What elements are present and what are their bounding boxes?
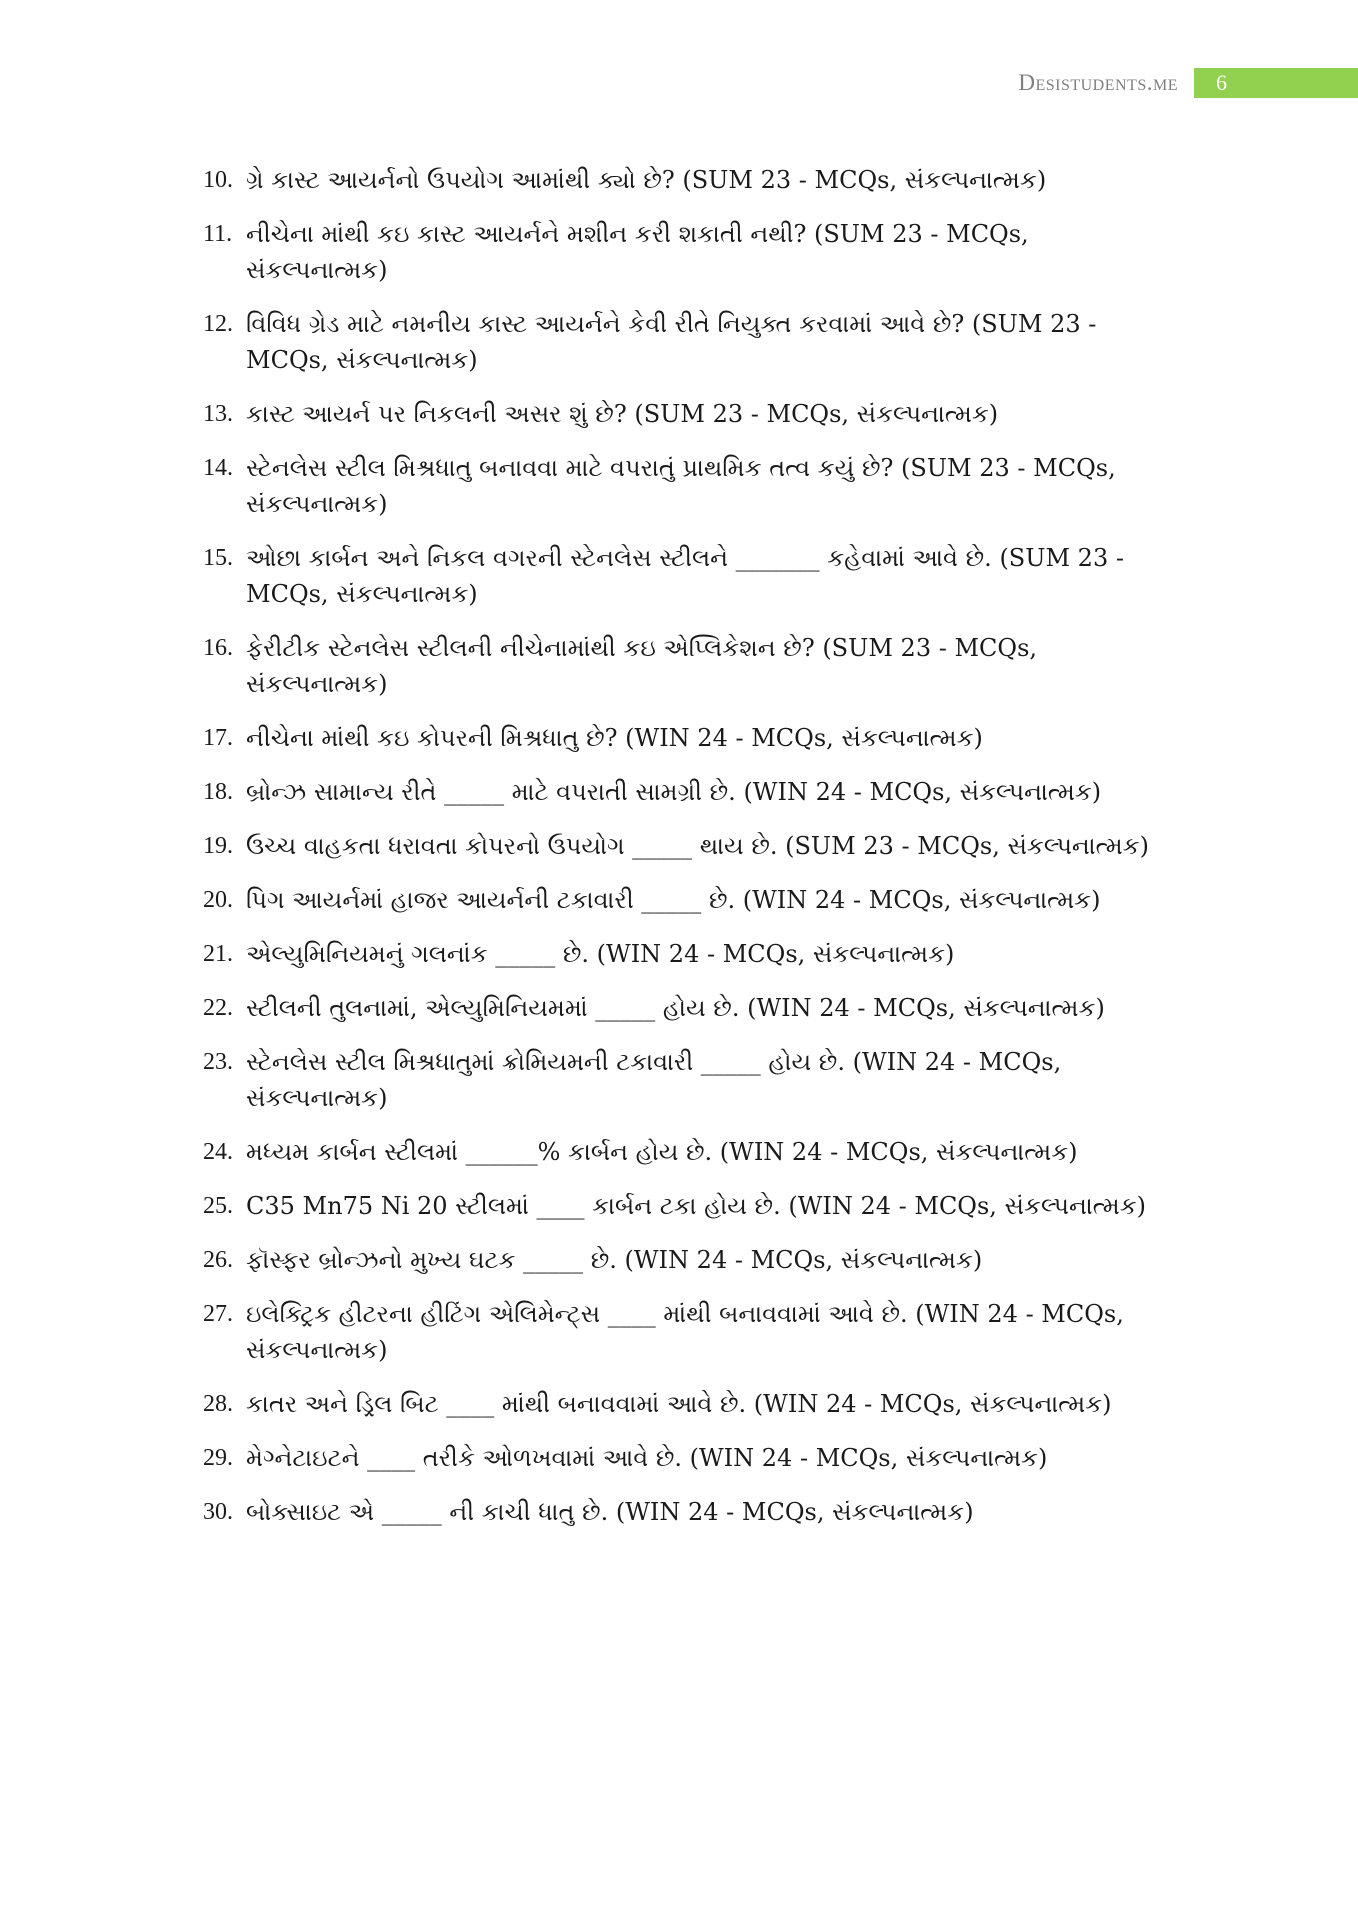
question-item <box>203 1296 1163 1368</box>
question-item <box>203 1242 1163 1278</box>
question-number: 19. <box>203 833 233 859</box>
question-text: C35 Mn75 Ni 20 સ્ટીલમાં ____ કાર્બન ટકા હોય છે. (WIN 24 - MCQs, સંકલ્પનાત્મક) <box>246 1192 1147 1220</box>
question-text: ઓછા કાર્બન અને નિકલ વગરની સ્ટેનલેસ સ્ટીલને _______ કહેવામાં આવે છે. (SUM 23 - MCQs, સંકલ્પનાત્મક) <box>246 544 1124 608</box>
question-list <box>203 162 1163 1548</box>
question-number: 10. <box>203 167 233 193</box>
question-text: ઇલેક્ટ્રિક હીટરના હીટિંગ એલિમેન્ટ્સ ____ માંથી બનાવવામાં આવે છે. (WIN 24 - MCQs, સંકલ્પનાત્મક) <box>246 1300 1124 1364</box>
page-number: 6 <box>1194 68 1358 98</box>
question-number: 23. <box>203 1049 233 1075</box>
question-item <box>203 882 1163 918</box>
question-text: એલ્યુમિનિયમનું ગલનાંક _____ છે. (WIN 24 - MCQs, સંકલ્પનાત્મક) <box>246 940 955 968</box>
question-number: 21. <box>203 941 233 967</box>
question-item <box>203 162 1163 198</box>
question-text: મેગ્નેટાઇટને ____ તરીકે ઓળખવામાં આવે છે. (WIN 24 - MCQs, સંકલ્પનાત્મક) <box>246 1444 1048 1472</box>
question-number: 13. <box>203 401 233 427</box>
question-item <box>203 216 1163 288</box>
question-text: સ્ટેનલેસ સ્ટીલ મિશ્રધાતુમાં ક્રોમિયમની ટકાવારી _____ હોય છે. (WIN 24 - MCQs, સંકલ્પનાત્મક) <box>246 1048 1062 1112</box>
question-item <box>203 1134 1163 1170</box>
question-text: મધ્યમ કાર્બન સ્ટીલમાં ______% કાર્બન હોય છે. (WIN 24 - MCQs, સંકલ્પનાત્મક) <box>246 1138 1078 1166</box>
question-number: 30. <box>203 1499 233 1525</box>
question-text: બોક્સાઇટ એ _____ ની કાચી ધાતુ છે. (WIN 24 - MCQs, સંકલ્પનાત્મક) <box>246 1498 974 1526</box>
question-number: 24. <box>203 1139 233 1165</box>
question-number: 27. <box>203 1301 233 1327</box>
question-number: 12. <box>203 311 233 337</box>
question-item <box>203 1494 1163 1530</box>
question-text: સ્ટેનલેસ સ્ટીલ મિશ્રધાતુ બનાવવા માટે વપરાતું પ્રાથમિક તત્વ કયું છે? (SUM 23 - MCQs, સંકલ્પનાત્મક) <box>246 454 1116 518</box>
page-header <box>1018 68 1358 98</box>
question-text: ફેરીટીક સ્ટેનલેસ સ્ટીલની નીચેનામાંથી કઇ એપ્લિકેશન છે? (SUM 23 - MCQs, સંકલ્પનાત્મક) <box>246 634 1038 698</box>
question-item <box>203 1044 1163 1116</box>
question-text: ઉચ્ચ વાહકતા ધરાવતા કોપરનો ઉપયોગ _____ થાય છે. (SUM 23 - MCQs, સંકલ્પનાત્મક) <box>246 832 1149 860</box>
question-number: 14. <box>203 455 233 481</box>
question-number: 16. <box>203 635 233 661</box>
question-item <box>203 936 1163 972</box>
question-number: 28. <box>203 1391 233 1417</box>
question-text: ફૉસ્ફર બ્રોન્ઝનો મુખ્ય ઘટક _____ છે. (WIN 24 - MCQs, સંકલ્પનાત્મક) <box>246 1246 983 1274</box>
question-number: 17. <box>203 725 233 751</box>
question-text: વિવિધ ગ્રેડ માટે નમનીય કાસ્ટ આયર્નને કેવી રીતે નિયુક્ત કરવામાં આવે છે? (SUM 23 - MCQs, સંકલ્પનાત્મક) <box>246 310 1097 374</box>
question-text: કાસ્ટ આયર્ન પર નિકલની અસર શું છે? (SUM 23 - MCQs, સંકલ્પનાત્મક) <box>246 400 999 428</box>
question-item <box>203 630 1163 702</box>
question-item <box>203 540 1163 612</box>
question-number: 15. <box>203 545 233 571</box>
question-number: 26. <box>203 1247 233 1273</box>
question-item <box>203 990 1163 1026</box>
question-number: 11. <box>203 221 233 247</box>
question-text: ગ્રે કાસ્ટ આયર્નનો ઉપયોગ આમાંથી ક્યો છે? (SUM 23 - MCQs, સંકલ્પનાત્મક) <box>246 166 1047 194</box>
question-item <box>203 828 1163 864</box>
site-name: Desistudents.me <box>1018 70 1178 95</box>
question-text: પિગ આયર્નમાં હાજર આયર્નની ટકાવારી _____ છે. (WIN 24 - MCQs, સંકલ્પનાત્મક) <box>246 886 1101 914</box>
question-item <box>203 1440 1163 1476</box>
question-item <box>203 306 1163 378</box>
question-item <box>203 1188 1163 1224</box>
question-text: કાતર અને ડ્રિલ બિટ ____ માંથી બનાવવામાં આવે છે. (WIN 24 - MCQs, સંકલ્પનાત્મક) <box>246 1390 1112 1418</box>
question-text: સ્ટીલની તુલનામાં, એલ્યુમિનિયમમાં _____ હોય છે. (WIN 24 - MCQs, સંકલ્પનાત્મક) <box>246 994 1105 1022</box>
question-text: નીચેના માંથી કઇ કોપરની મિશ્રધાતુ છે? (WIN 24 - MCQs, સંકલ્પનાત્મક) <box>246 724 983 752</box>
question-item <box>203 450 1163 522</box>
question-number: 22. <box>203 995 233 1021</box>
question-number: 25. <box>203 1193 233 1219</box>
question-number: 18. <box>203 779 233 805</box>
question-number: 20. <box>203 887 233 913</box>
question-text: નીચેના માંથી કઇ કાસ્ટ આયર્નને મશીન કરી શકાતી નથી? (SUM 23 - MCQs, સંકલ્પનાત્મક) <box>246 220 1029 284</box>
question-item <box>203 396 1163 432</box>
question-item <box>203 1386 1163 1422</box>
question-text: બ્રોન્ઝ સામાન્ય રીતે _____ માટે વપરાતી સામગ્રી છે. (WIN 24 - MCQs, સંકલ્પનાત્મક) <box>246 778 1102 806</box>
question-item <box>203 774 1163 810</box>
question-item <box>203 720 1163 756</box>
question-number: 29. <box>203 1445 233 1471</box>
